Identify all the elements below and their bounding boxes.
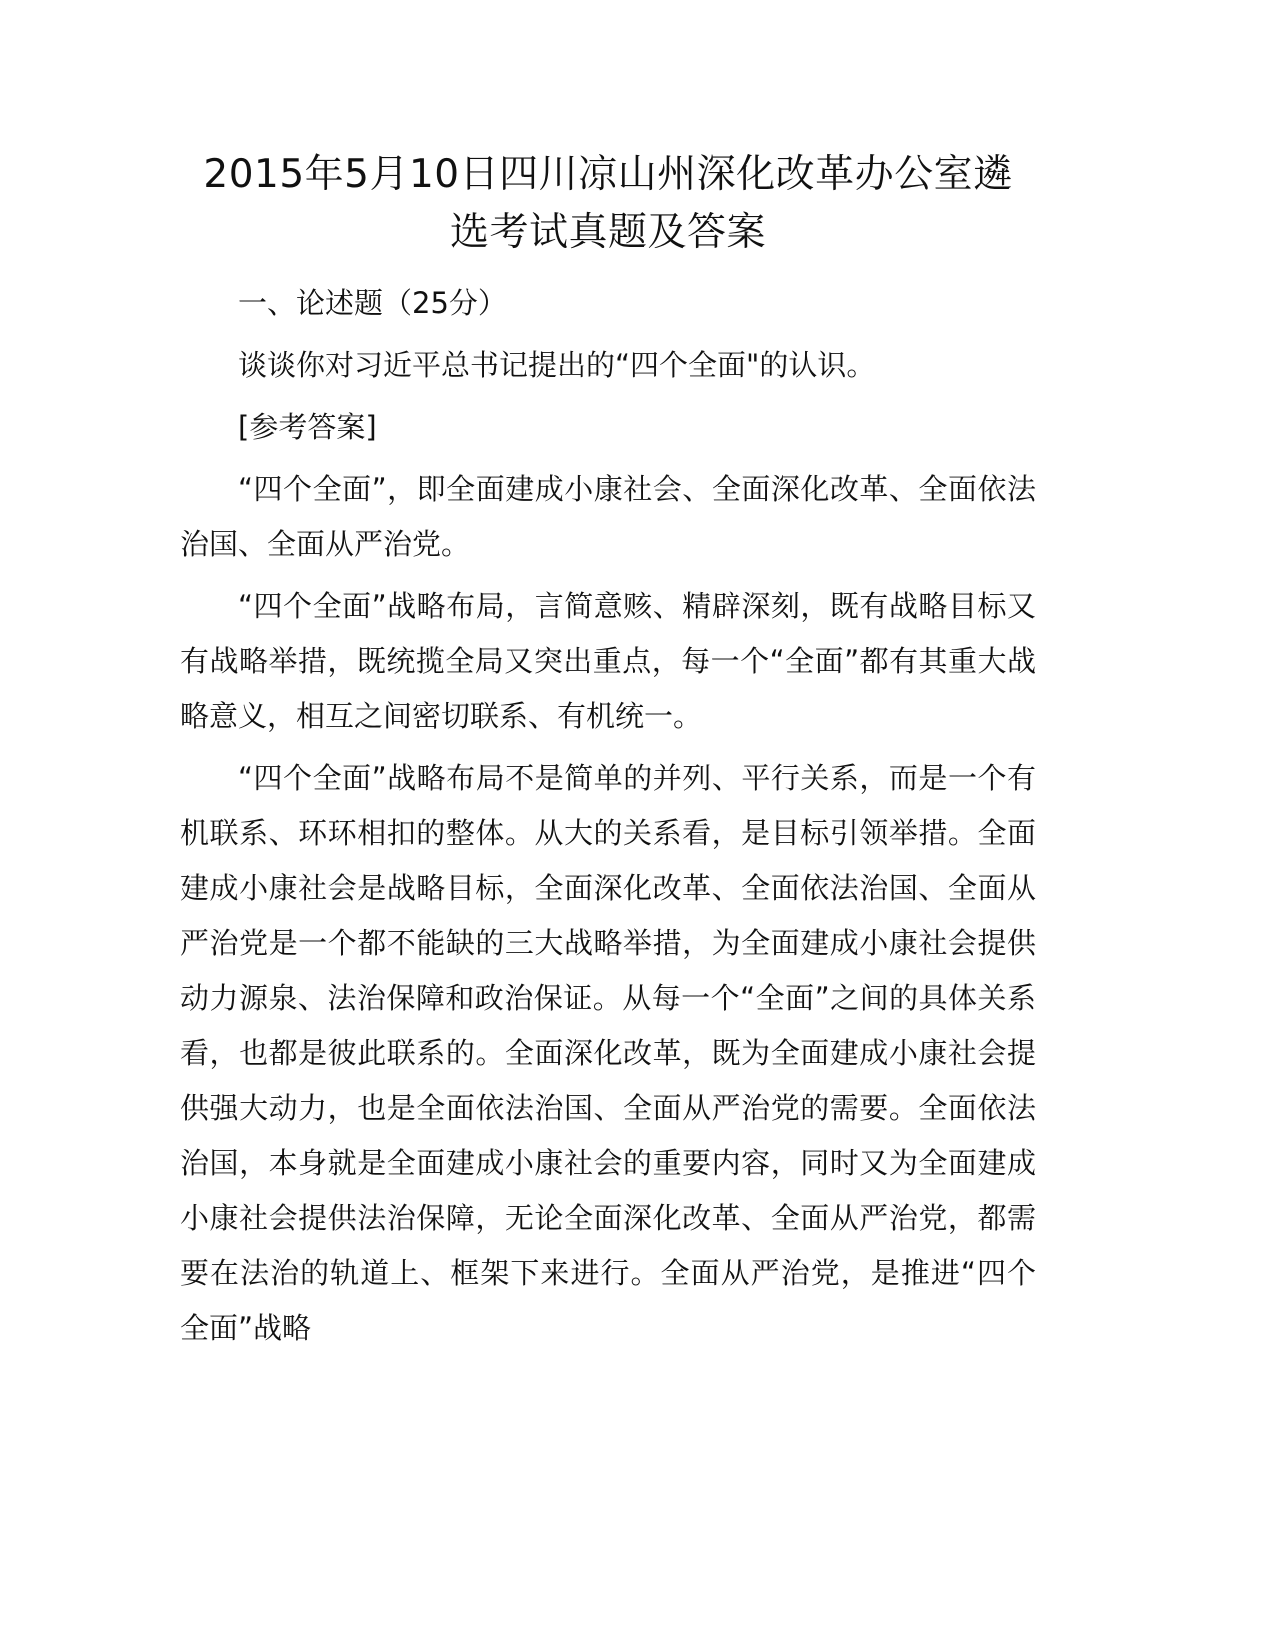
document-title — [180, 146, 1036, 262]
answer-paragraph-2: “四个全面”战略布局，言简意赅、精辟深刻，既有战略目标又有战略举措，既统揽全局又突出重点，每一个“全面”都有其重大战略意义，相互之间密切联系、有机统一。 — [180, 589, 1036, 733]
document-title-line-1: 2015年5月10日四川凉山州深化改革办公室遴 — [203, 152, 1013, 197]
document-page — [180, 146, 1036, 1356]
section-heading: 一、论述题（25分） — [238, 286, 507, 320]
question-text: 谈谈你对习近平总书记提出的“四个全面"的认识。 — [238, 348, 876, 382]
answer-paragraph-1: “四个全面”，即全面建成小康社会、全面深化改革、全面依法治国、全面从严治党。 — [180, 472, 1036, 561]
answer-paragraph-3: “四个全面”战略布局不是简单的并列、平行关系，而是一个有机联系、环环相扣的整体。从大的关系看，是目标引领举措。全面建成小康社会是战略目标，全面深化改革、全面依法治国、全面从严治党是一个都不能缺的三大战略举措，为全面建成小康社会提供动力源泉、法治保障和政治保证。从每一个“全面”之间的具体关系看，也都是彼此联系的。全面深化改革，既为全面建成小康社会提供强大动力，也是全面依法治国、全面从严治党的需要。全面依法治国，本身就是全面建成小康社会的重要内容，同时又为全面建成小康社会提供法治保障，无论全面深化改革、全面从严治党，都需要在法治的轨道上、框架下来进行。全面从严治党，是推进“四个全面”战略 — [180, 761, 1036, 1345]
answer-label: [参考答案] — [238, 410, 377, 444]
document-title-line-2: 选考试真题及答案 — [449, 210, 766, 255]
